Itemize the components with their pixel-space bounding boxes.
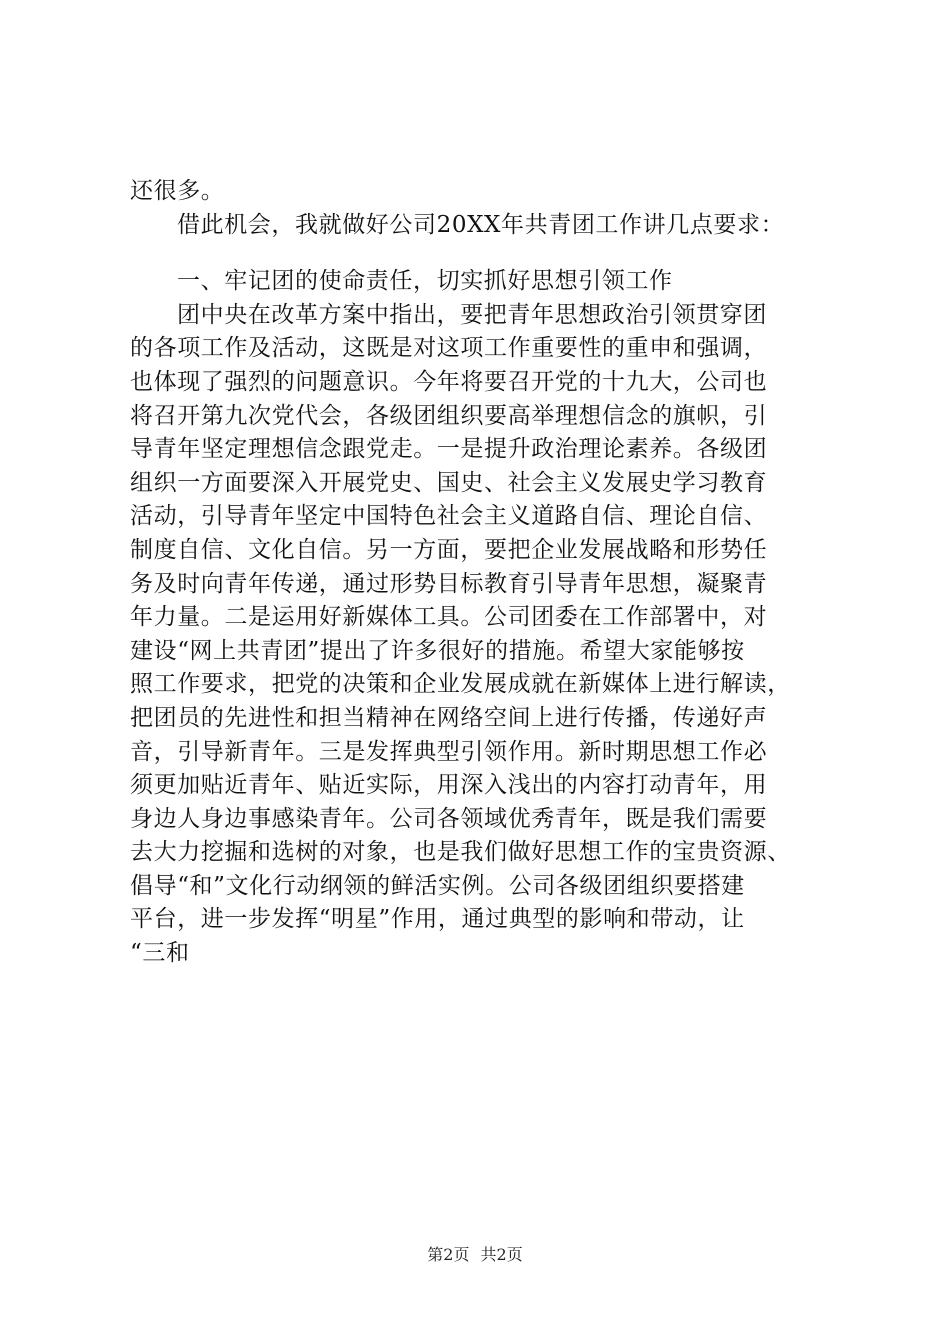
text-line: 须更加贴近青年、贴近实际，用深入浅出的内容打动青年，用 [130, 772, 768, 799]
text-line: 身边人身边事感染青年。公司各领域优秀青年，既是我们需要 [130, 805, 768, 832]
text-line: 也体现了强烈的问题意识。今年将要召开党的十九大，公司也 [130, 368, 768, 395]
paragraph-gap [130, 242, 832, 265]
text-line: 把团员的先进性和担当精神在网络空间上进行传播，传递好声 [130, 704, 768, 731]
text-line: 倡导“和”文化行动纲领的鲜活实例。公司各级团组织要搭建 [130, 872, 745, 899]
text-line: “三和 [130, 940, 190, 967]
page-number: 第2页 [427, 1245, 470, 1264]
text-line: 务及时向青年传递，通过形势目标教育引导青年思想，凝聚青 [130, 570, 768, 597]
text-line: 借此机会，我就做好公司20XX年共青团工作讲几点要求： [177, 211, 785, 238]
text-line: 建设“网上共青团”提出了许多很好的措施。希望大家能够按 [130, 637, 745, 664]
text-line: 还很多。 [130, 178, 225, 204]
text-line: 去大力挖掘和选树的对象，也是我们做好思想工作的宝贵资源、 [130, 839, 791, 866]
page-total: 共2页 [480, 1245, 523, 1264]
document-body [130, 175, 832, 971]
text-line: 活动，引导青年坚定中国特色社会主义道路自信、理论自信、 [130, 503, 768, 530]
text-line: 照工作要求，把党的决策和企业发展成就在新媒体上进行解读， [130, 671, 791, 698]
text-line: 将召开第九次党代会，各级团组织要高举理想信念的旗帜，引 [130, 402, 768, 429]
page-footer [0, 1245, 950, 1265]
text-line: 音，引导新青年。三是发挥典型引领作用。新时期思想工作必 [130, 738, 768, 765]
text-line: 的各项工作及活动，这既是对这项工作重要性的重申和强调， [130, 335, 768, 362]
text-line: 年力量。二是运用好新媒体工具。公司团委在工作部署中，对 [130, 604, 768, 631]
text-line: 组织一方面要深入开展党史、国史、社会主义发展史学习教育 [130, 469, 768, 496]
text-line: 导青年坚定理想信念跟党走。一是提升政治理论素养。各级团 [130, 436, 768, 463]
section-heading: 一、牢记团的使命责任，切实抓好思想引领工作 [177, 268, 673, 295]
text-line: 平台，进一步发挥“明星”作用，通过典型的影响和带动，让 [130, 906, 745, 933]
text-line: 团中央在改革方案中指出，要把青年思想政治引领贯穿团 [177, 301, 767, 328]
text-line: 制度自信、文化自信。另一方面，要把企业发展战略和形势任 [130, 536, 768, 563]
